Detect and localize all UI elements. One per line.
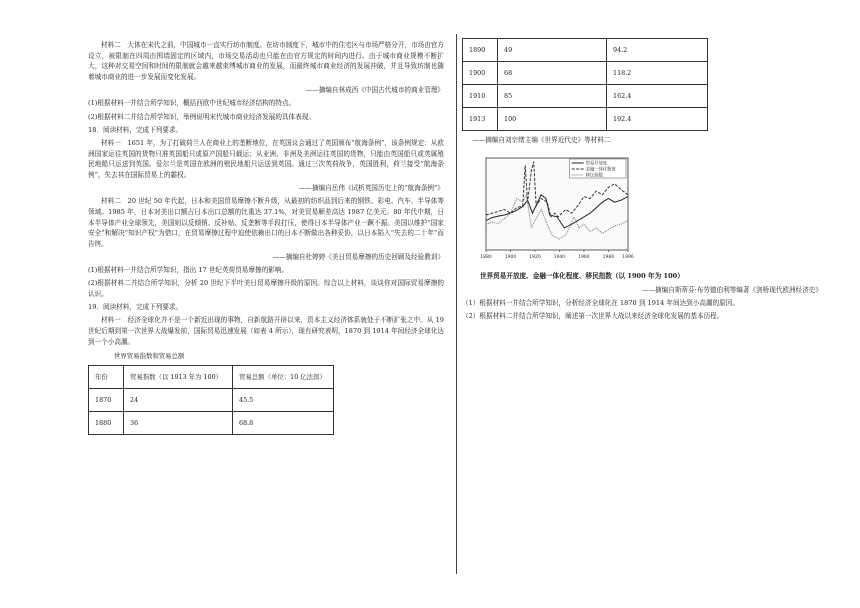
table-cell: 1910 <box>463 85 498 108</box>
x-tick-label: 1920 <box>529 254 541 260</box>
table-cell: 24 <box>124 388 233 411</box>
table-cell: 1913 <box>463 108 498 131</box>
table-row <box>89 388 334 411</box>
table-cell: 45.5 <box>233 388 334 411</box>
question-19-heading: 19．阅读材料，完成下列要求。 <box>88 303 183 312</box>
x-tick-label: 1980 <box>602 254 615 260</box>
table-cell: 118.2 <box>607 62 708 85</box>
question-19-1: （1）根据材料一并结合所学知识，分析经济全球化在 1870 到 1914 年间达到小高潮的原因。 <box>462 298 739 307</box>
question-18-material-2-source: ——摘编自杜婷婷《美日贸易摩擦的历史回顾及经验教训》 <box>272 253 444 262</box>
question-18-material-2: 材料二 20 世纪 50 年代起，日本和美国贸易摩擦不断升级，从最初的纺织品到后来的钢铁、彩电、汽车、半导体等领域。1985 年，日本对美出口额占日本出口总额的比重达 37.1%，对美贸易顺差高达 1987 亿美元。80 年代中期，日本半导体产业全球领先，美国则以反倾销、反补贴、反垄断等手段打压，使得日本半导体产业一蹶不振。美国以维护“国家安全”和解决“知识产权”为借口，在贸易摩擦过程中迫使依赖出口的日本不断做出各种妥协，以日本陷入“失去的二十年”而告终。 <box>88 197 444 248</box>
question-17-2: (2)根据材料二并结合所学知识，举例说明宋代城市商业经济发展的具体表现。 <box>88 112 315 121</box>
legend-label: 移民指数 <box>585 173 603 179</box>
table-header: 贸易指数（以 1913 年为 100） <box>124 365 233 388</box>
question-18-heading: 18．阅读材料，完成下列要求。 <box>88 125 183 134</box>
table-cell: 1900 <box>463 62 498 85</box>
table-row <box>463 85 708 108</box>
table-cell: 68.8 <box>233 411 334 434</box>
column-divider <box>456 34 457 574</box>
question-18-material-1: 材料一 1651 年，为了打破荷兰人在商业上的垄断地位，在英国议会通过了英国颁布“航海条例”，该条例规定：从欧洲国家运往英国的货物只准英国船只或原产国船只载运；从亚洲、非洲及美洲运往英国的货物，只能由英国船只或英属殖民地船只运送到英国。爱尔兰是英国在欧洲的殖民地船只运送到英国。通过三次英荷战争，英国胜利，荷兰接受“航海条例”，失去其在国际贸易上的霸权。 <box>88 138 444 179</box>
chart-container <box>472 154 822 270</box>
table-cell: 49 <box>498 39 607 62</box>
trade-table-part-2 <box>462 38 708 131</box>
table-row <box>89 411 334 434</box>
question-19-2: （2）根据材料二并结合所学知识，阐述第一次世界大战以来经济全球化发展的基本历程。 <box>462 311 724 320</box>
table-cell: 1870 <box>89 388 124 411</box>
table-cell: 100 <box>498 108 607 131</box>
table-row <box>463 39 708 62</box>
x-tick-label: 1960 <box>578 254 590 260</box>
table-cell: 1880 <box>89 411 124 434</box>
x-tick-label: 1900 <box>504 254 517 260</box>
table-cell: 192.4 <box>607 108 708 131</box>
question-18-material-1-source: ——摘编自岳伟《试析英国历史上的“航海条例”》 <box>298 184 444 193</box>
chart-caption: 世界贸易开放度、金融一体化程度、移民指数（以 1900 年为 100） <box>480 272 684 281</box>
table-header: 年份 <box>89 365 124 388</box>
table-cell: 162.4 <box>607 85 708 108</box>
table-cell: 85 <box>498 85 607 108</box>
x-tick-label: 1880 <box>480 254 492 260</box>
question-18-2: (2)根据材料二并结合所学知识，分析 20 世纪下半叶美日贸易摩擦升级的原因。综合以上材料，谈谈你对国际贸易摩擦的认识。 <box>88 279 444 299</box>
legend-label: 贸易开放度 <box>585 161 608 167</box>
question-17-1: (1)根据材料一并结合所学知识，概括西欧中世纪城市经济结构的特点。 <box>88 99 296 108</box>
table-cell: 1890 <box>463 39 498 62</box>
table-cell: 94.2 <box>607 39 708 62</box>
table-row <box>463 108 708 131</box>
right-column <box>462 38 822 324</box>
chart-source: ——摘编自斯蒂芬·布劳德伯利等编著《剑桥现代欧洲经济史》 <box>641 285 822 294</box>
x-tick-label: 1940 <box>553 254 566 260</box>
material-2-text: 材料二 大体在宋代之前，中国城市一直实行坊市制度。在坊市制度下，城市中的住宅区与市场严格分开，市场由官方设立，被限制在四周由围墙固定的区域内，市场交易活动也只能在由官方规定的时间内进行。由于城市商业规模不断扩大，这种对交易空间和时间的限制就会越来越束缚城市商业的发展，而最终城市商业经济的发展冲破，并且导致坊制也随着城市商业的进一步发展而变化发展。 <box>88 41 444 82</box>
material-2-source: ——摘编自林成西《中国古代城市的商业管理》 <box>305 86 444 95</box>
trade-table-part-1 <box>88 365 334 435</box>
table-header: 贸易总额（单位：10 亿法郎） <box>233 365 334 388</box>
question-19-material-1: 材料一 经济全球化并不是一个新近出现的事物，自新航路开辟以来，资本主义经济体系就处于不断扩张之中。从 19 世纪后期到第一次世界大战爆发前，国际贸易迅速发展（如表 4 所示），现有研究表明，1870 到 1914 年间经济全球化达到一个小高潮。 <box>88 316 444 346</box>
legend-label: 金融一体化程度 <box>585 167 616 173</box>
line-chart <box>472 154 632 266</box>
table-caption: 世界贸易指数和贸易总额 <box>114 352 185 361</box>
table-row <box>463 62 708 85</box>
left-column <box>88 40 444 435</box>
table-cell: 68 <box>498 62 607 85</box>
x-tick-label: 1996 <box>622 254 634 260</box>
question-18-1: (1)根据材料一并结合所学知识，指出 17 世纪英荷贸易摩擦的影响。 <box>88 266 288 275</box>
table-cell: 36 <box>124 411 233 434</box>
table-header-row <box>89 365 334 388</box>
table-source: ——摘编自刘宗绪主编《世界近代史》等材料二 <box>472 136 611 144</box>
